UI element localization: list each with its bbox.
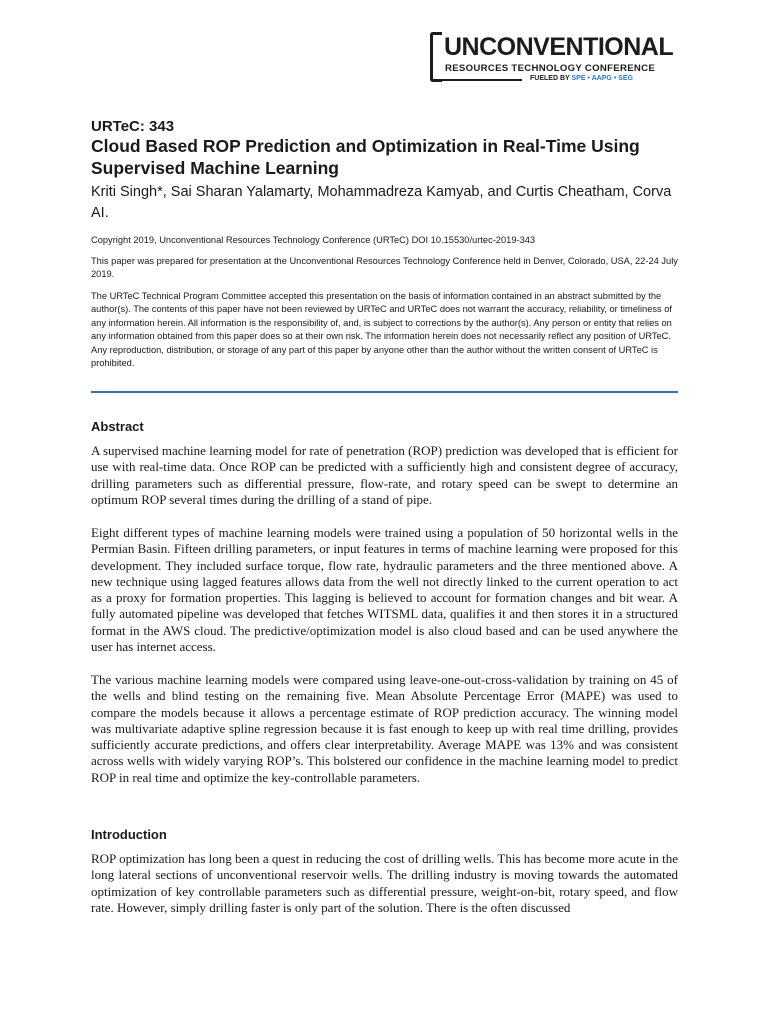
logo-bracket bbox=[430, 32, 442, 82]
committee-disclaimer: The URTeC Technical Program Committee accepted this presentation on the basis of information contained in an abstract submitted by the author(s). The contents of this paper have not been reviewed by URTeC and URTeC does not warrant the accuracy, reliability, or timeliness of any information herein. All information is the responsibility of, and, is subject to corrections by the author(s). Any person or entity that relies on any information obtained from this paper does so at their own risk. The information herein does not necessarily reflect any position of URTeC. Any reproduction, distribution, or storage of any part of this paper by anyone other than the author without the written consent of URTeC is prohibited. bbox=[91, 291, 673, 369]
introduction-heading: Introduction bbox=[91, 827, 167, 842]
paper-authors: Kriti Singh*, Sai Sharan Yalamarty, Mohammadreza Kamyab, and Curtis Cheatham, Corva AI. bbox=[91, 184, 672, 221]
logo-divider bbox=[442, 79, 522, 81]
preparation-notice: This paper was prepared for presentation at the Unconventional Resources Technology Conference held in Denver, Colorado, USA, 22-24 July 2019. bbox=[91, 256, 678, 280]
abstract-heading: Abstract bbox=[91, 419, 144, 434]
conference-logo bbox=[430, 27, 674, 87]
fueled-by-orgs: SPE • AAPG • SEG bbox=[571, 75, 633, 82]
abstract-paragraph-3: The various machine learning models were compared using leave-one-out-cross-validation by training on 45 of the wells and blind testing on the remaining five. Mean Absolute Percentage Error (MAPE) was used to compare the models because it allows a percentage estimate of ROP prediction accuracy. The winning model was multivariate adaptive spline regression because it is fast enough to keep up with real time drilling, provides sufficiently accurate predictions, and offers clear interpretability. Average MAPE was 13% and was consistent across wells with widely varying ROP’s. This bolstered our confidence in the machine learning model to predict ROP in real time and optimize the key-controllable parameters. bbox=[91, 672, 678, 785]
logo-subtitle: RESOURCES TECHNOLOGY CONFERENCE bbox=[445, 63, 656, 74]
section-divider bbox=[91, 391, 678, 393]
introduction-paragraph-1: ROP optimization has long been a quest in reducing the cost of drilling wells. This has become more acute in the long lateral sections of unconventional reservoir wells. The drilling industry is moving towards the automated optimization of key controllable parameters such as differential pressure, weight-on-bit, rotary speed, and flow rate. However, simply drilling faster is only part of the solution. There is the often discussed bbox=[91, 851, 678, 915]
copyright-notice: Copyright 2019, Unconventional Resources Technology Conference (URTeC) DOI 10.15530/urtec-2019-343 bbox=[91, 235, 536, 245]
fueled-by-label: FUELED BY bbox=[530, 75, 570, 82]
logo-wordmark: UNCONVENTIONAL bbox=[444, 33, 674, 61]
logo-fueled-by bbox=[530, 75, 633, 82]
paper-id: URTeC: 343 bbox=[91, 118, 175, 135]
abstract-paragraph-2: Eight different types of machine learning models were trained using a population of 50 horizontal wells in the Permian Basin. Fifteen drilling parameters, or input features in terms of machine learning were proposed for this development. They included surface torque, flow rate, hydraulic parameters and the three mentioned above. A new technique using lagged features allows data from the well not directly linked to the current operation to act as a proxy for formation properties. This lagging is believed to account for formation changes and bit wear. A fully automated pipeline was developed that fetches WITSML data, qualifies it and then stores it in a structured format in the AWS cloud. The predictive/optimization model is also cloud based and can be used anywhere the user has internet access. bbox=[91, 525, 678, 655]
paper-title: Cloud Based ROP Prediction and Optimization in Real-Time Using Supervised Machine Learning bbox=[91, 136, 640, 178]
abstract-paragraph-1: A supervised machine learning model for rate of penetration (ROP) prediction was developed that is efficient for use with real-time data. Once ROP can be predicted with a sufficiently high and consistent degree of accuracy, drilling parameters such as differential pressure, flow-rate, and rotary speed can be swept to determine an optimum ROP several times during the drilling of a stand of pipe. bbox=[91, 443, 678, 507]
